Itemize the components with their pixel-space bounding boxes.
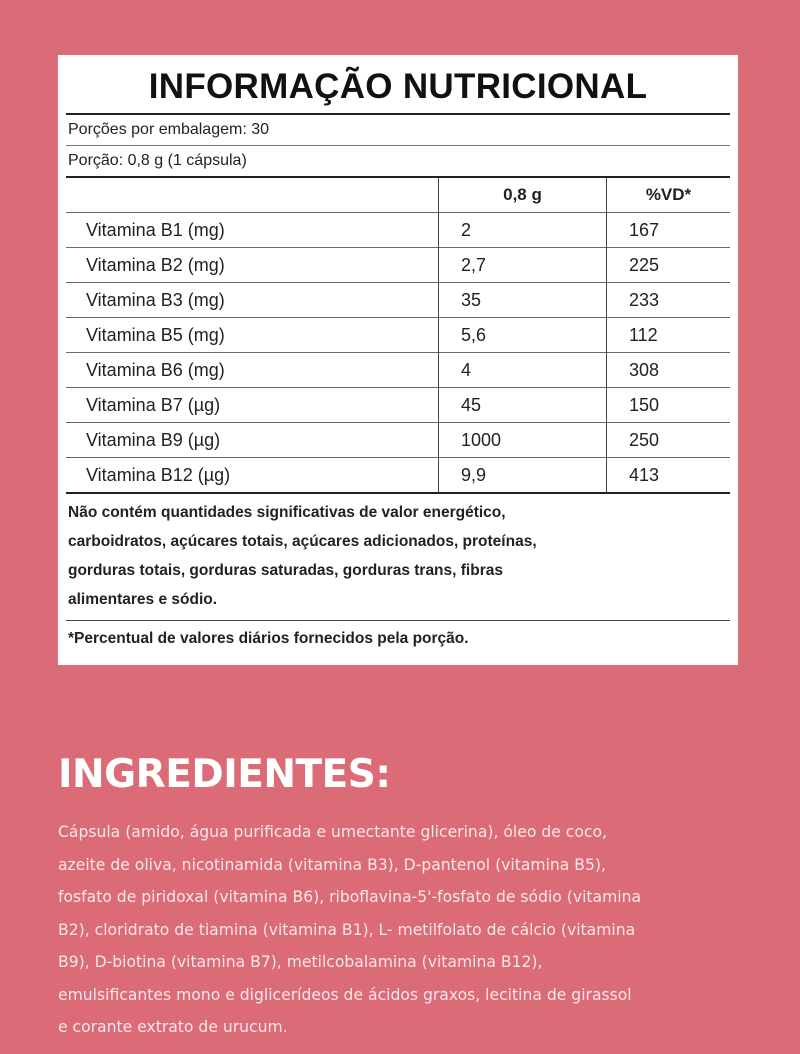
header-nutrient (66, 178, 439, 213)
nutrient-quantity: 2 (439, 213, 607, 248)
ingredients-text (58, 816, 748, 1044)
notice-line: alimentares e sódio. (68, 591, 218, 608)
insignificant-amounts-notice (66, 492, 730, 620)
table-row (66, 283, 730, 318)
nutrient-quantity: 5,6 (439, 318, 607, 353)
nutrient-daily-value: 150 (607, 388, 731, 423)
notice-line: gorduras totais, gorduras saturadas, gorduras trans, fibras (68, 562, 503, 579)
nutrient-daily-value: 225 (607, 248, 731, 283)
ingredients-line: B2), cloridrato de tiamina (vitamina B1), L- metilfolato de cálcio (vitamina (58, 920, 636, 939)
nutrient-name: Vitamina B7 (µg) (66, 388, 439, 423)
ingredients-line: fosfato de piridoxal (vitamina B6), riboflavina-5'-fosfato de sódio (vitamina (58, 888, 642, 906)
nutrition-facts-label (58, 55, 738, 665)
nutrient-quantity: 4 (439, 353, 607, 388)
ingredients-line: emulsificantes mono e diglicerídeos de ácidos graxos, lecitina de girassol (58, 985, 632, 1004)
servings-per-package: Porções por embalagem: 30 (66, 115, 730, 146)
ingredients-line: B9), D-biotina (vitamina B7), metilcobalamina (vitamina B12), (58, 953, 543, 971)
daily-value-footnote: *Percentual de valores diários fornecidos pela porção. (66, 620, 730, 653)
nutrient-quantity: 35 (439, 283, 607, 318)
table-row (66, 353, 730, 388)
table-row (66, 458, 730, 493)
nutrient-name: Vitamina B2 (mg) (66, 248, 439, 283)
header-quantity: 0,8 g (439, 178, 607, 213)
nutrient-name: Vitamina B5 (mg) (66, 318, 439, 353)
nutrient-name: Vitamina B3 (mg) (66, 283, 439, 318)
nutrient-daily-value: 167 (607, 213, 731, 248)
notice-line: carboidratos, açúcares totais, açúcares adicionados, proteínas, (68, 533, 537, 550)
ingredients-heading: INGREDIENTES: (58, 752, 391, 797)
table-header-row (66, 178, 730, 213)
nutrient-quantity: 45 (439, 388, 607, 423)
serving-size: Porção: 0,8 g (1 cápsula) (66, 146, 730, 178)
ingredients-line: Cápsula (amido, água purificada e umectante glicerina), óleo de coco, (58, 823, 607, 841)
nutrient-daily-value: 250 (607, 423, 731, 458)
nutrient-name: Vitamina B9 (µg) (66, 423, 439, 458)
nutrient-daily-value: 233 (607, 283, 731, 318)
nutrient-name: Vitamina B6 (mg) (66, 353, 439, 388)
table-row (66, 213, 730, 248)
nutrient-name: Vitamina B12 (µg) (66, 458, 439, 493)
notice-line: Não contém quantidades significativas de valor energético, (68, 504, 506, 521)
table-row (66, 318, 730, 353)
table-row (66, 423, 730, 458)
nutrient-name: Vitamina B1 (mg) (66, 213, 439, 248)
nutrient-quantity: 1000 (439, 423, 607, 458)
ingredients-line: azeite de oliva, nicotinamida (vitamina B3), D-pantenol (vitamina B5), (58, 855, 606, 874)
table-row (66, 248, 730, 283)
table-row (66, 388, 730, 423)
nutrient-quantity: 2,7 (439, 248, 607, 283)
nutrient-daily-value: 413 (607, 458, 731, 493)
nutrient-quantity: 9,9 (439, 458, 607, 493)
nutrition-table (66, 178, 730, 492)
nutrient-daily-value: 308 (607, 353, 731, 388)
header-daily-value: %VD* (607, 178, 731, 213)
ingredients-line: e corante extrato de urucum. (58, 1018, 288, 1036)
label-title: INFORMAÇÃO NUTRICIONAL (66, 65, 730, 115)
nutrient-daily-value: 112 (607, 318, 731, 353)
